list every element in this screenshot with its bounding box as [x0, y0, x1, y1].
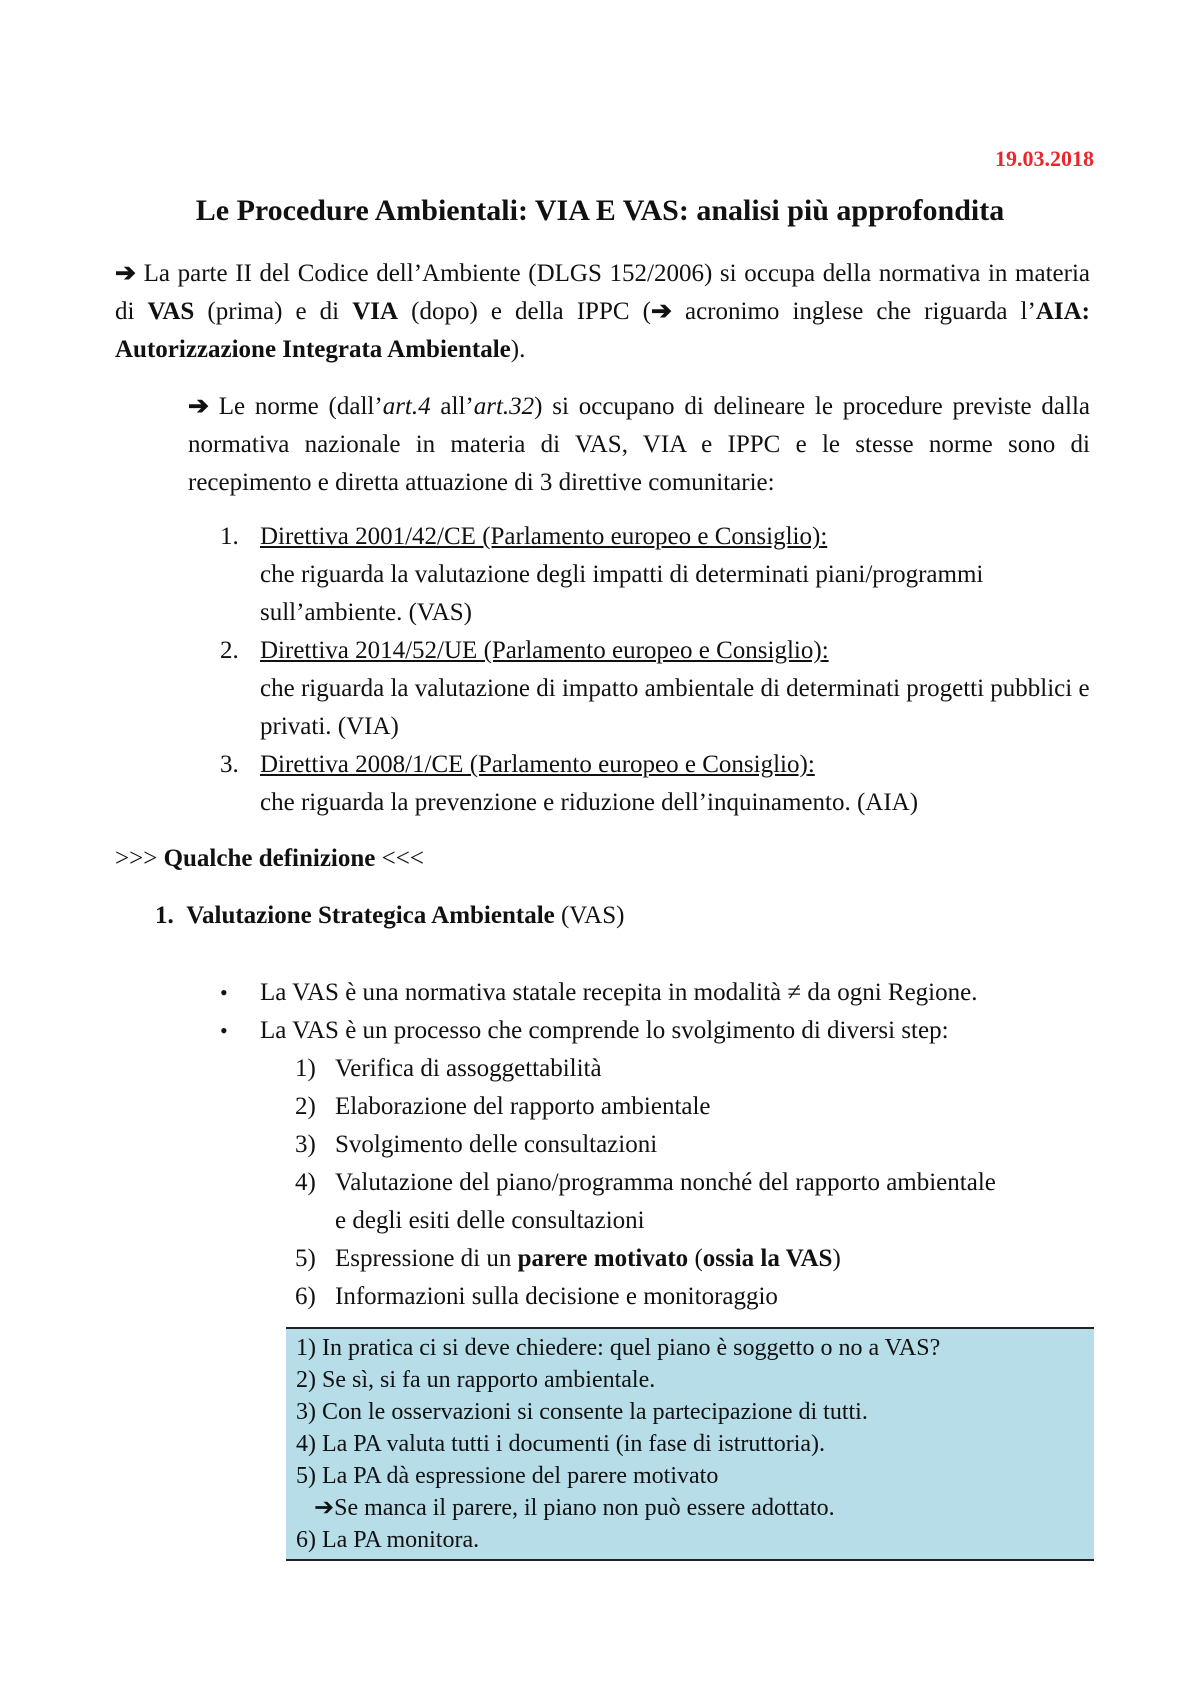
norms-paragraph: ➔ Le norme (dall’art.4 all’art.32) si occupano di delineare le procedure previste dalla normativa nazionale in materia di VAS, VIA e IPPC e le stesse norme sono di recepimento e diretta attuazione di 3 direttive comunitarie:: [188, 393, 1090, 496]
directive-title: Direttiva 2001/42/CE (Parlamento europeo e Consiglio):: [260, 523, 828, 550]
directive-title: Direttiva 2014/52/UE (Parlamento europeo e Consiglio):: [260, 637, 829, 664]
page-title: Le Procedure Ambientali: VIA E VAS: analisi più approfondita: [195, 194, 1005, 227]
arrow-icon: ➔: [650, 298, 672, 325]
summary-line: 4) La PA valuta tutti i documenti (in fase di istruttoria).: [296, 1431, 826, 1457]
bullet-icon: •: [220, 1018, 228, 1043]
document-date: 19.03.2018: [995, 146, 1094, 171]
summary-line: 1) In pratica ci si deve chiedere: quel piano è soggetto o no a VAS?: [296, 1335, 941, 1361]
definitions-heading: >>> Qualche definizione <<<: [115, 845, 424, 872]
directive-title: Direttiva 2008/1/CE (Parlamento europeo e Consiglio):: [260, 751, 815, 778]
summary-line: 2) Se sì, si fa un rapporto ambientale.: [296, 1367, 656, 1393]
summary-line: 3) Con le osservazioni si consente la partecipazione di tutti.: [296, 1399, 868, 1425]
summary-box: [286, 1327, 1094, 1561]
document-page: 19.03.2018 Le Procedure Ambientali: VIA E VAS: analisi più approfondita ➔ La parte II del Codice dell’Ambiente (DLGS 152/2006) si occupa della normativa in materia di VAS (prima) e di VIA (dopo) e della IPPC (➔ acronimo inglese che riguarda l’AIA: Autorizzazione Integrata Ambientale). ➔ Le norme (dall’art.4 all’art.32) si occupano di delineare le procedure previste dalla normativa nazionale in materia di VAS, VIA e IPPC e le stesse norme sono di recepimento e diretta attuazione di 3 direttive comunitarie: 1. Direttiva 2001/42/CE (Parlamento europeo e Consiglio): che riguarda la valutazione degli impatti di determinati piani/programmi sull’ambiente. (VAS) 2. Direttiva 2014/52/UE (Parlamento europeo e Consiglio): che riguarda la valutazione di impatto ambientale di determinati progetti pubblici e privati. (VIA) 3. Direttiva 2008/1/CE (Parlamento europeo e Consiglio): che riguarda la prevenzione e riduzione dell’inquinamento. (AIA) >>> Qualche definizione <<< 1. Valutazione Strategica Ambientale (VAS) • La VAS è una normativa statale recepita in modalità ≠ da ogni Regione. • La VAS è un processo che comprende lo svolgimento di diversi step: 1) Verifica di assoggettabilità 2) Elaborazione del rapporto ambientale 3) Svolgimento delle consultazioni 4) Valutazione del piano/programma nonché del rapporto ambientale e degli esiti delle consultazioni 5) Espressione di un parere motivato (ossia la VAS) 6) Informazioni sulla decisione e monitoraggio 1) In pratica ci si deve chiedere: quel piano è soggetto o no a VAS? 2) Se sì, si fa un rapporto ambientale. 3) Con le osservazioni si consente la partecipazione di tutti. 4) La PA valuta tutti i documenti (in fase di istruttoria). 5) La PA dà espressione del parere motivato ➔Se manca il parere, il piano non può essere adottato. 6) La PA monitora.: [0, 0, 1200, 1698]
summary-line: 5) La PA dà espressione del parere motivato: [296, 1463, 719, 1489]
summary-line: ➔Se manca il parere, il piano non può essere adottato.: [296, 1495, 835, 1521]
arrow-icon: ➔: [115, 260, 136, 287]
vas-section-heading: 1. Valutazione Strategica Ambientale (VAS): [155, 902, 625, 929]
arrow-icon: ➔: [188, 393, 209, 420]
intro-paragraph: ➔ La parte II del Codice dell’Ambiente (DLGS 152/2006) si occupa della normativa in materia di VAS (prima) e di VIA (dopo) e della IPPC (➔ acronimo inglese che riguarda l’AIA: Autorizzazione Integrata Ambientale).: [115, 260, 1090, 363]
summary-line: 6) La PA monitora.: [296, 1527, 480, 1553]
bullet-icon: •: [220, 980, 228, 1005]
